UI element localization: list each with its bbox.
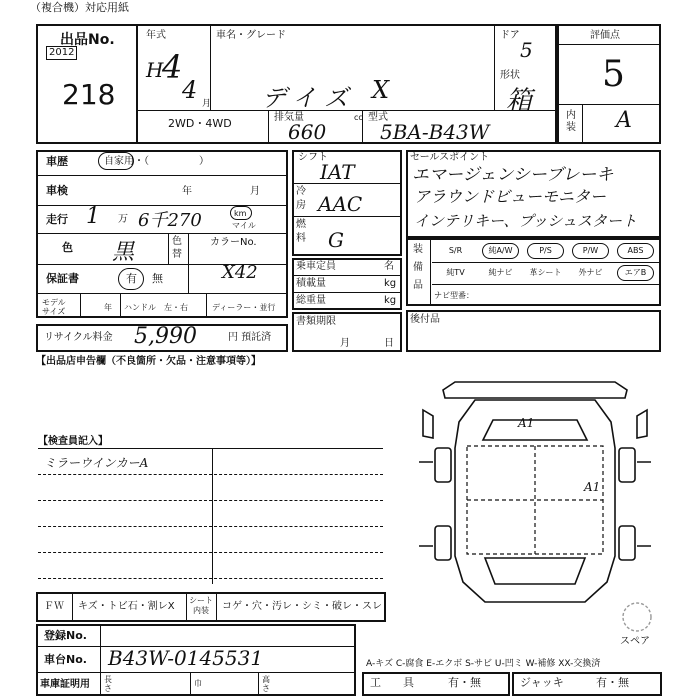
inspection-month: 月	[250, 186, 260, 197]
after-parts-label: 後付品	[410, 314, 440, 325]
model-change-label-1: モデル	[42, 298, 66, 307]
spare-label: スペア	[620, 636, 650, 647]
lot-label: 出品No.	[60, 32, 115, 48]
equipment-label-2: 備	[413, 262, 423, 273]
evaluation-label: 評価点	[590, 30, 620, 41]
jack-label: ジャッキ	[520, 676, 564, 689]
year-era: H	[146, 58, 164, 82]
equipment-item: 革シート	[529, 268, 562, 277]
fuel-label-1: 燃	[296, 219, 306, 230]
damage-legend: A-キズ C-腐食 E-エクボ S-サビ U-凹ミ W-補修 XX-交換済	[366, 659, 601, 669]
doors-label: ドア	[500, 30, 520, 41]
inspection-label: 車検	[46, 184, 68, 197]
warranty-no: 無	[152, 272, 163, 285]
year-value: 4	[162, 48, 183, 86]
inspection-year: 年	[182, 186, 192, 197]
car-grade: X	[372, 76, 390, 104]
garage-length: 長さ	[104, 675, 112, 693]
equipment-item: ABS	[627, 246, 644, 255]
lot-number: 218	[62, 78, 116, 111]
equipment-item: 純ナビ	[488, 268, 513, 277]
equipment-item: 外ナビ	[578, 268, 603, 277]
garage-label: 車庫証明用	[40, 679, 90, 690]
interior-label: 内装	[566, 110, 576, 133]
mileage-rest: 6千270	[138, 210, 202, 231]
sales-line-1: エマージェンシーブレーキ	[412, 165, 614, 185]
lot-year-stamp: 2012	[46, 46, 77, 60]
equipment-item: S/R	[448, 246, 463, 255]
capacity-unit-2: kg	[384, 295, 397, 306]
interior-value: A	[616, 108, 632, 133]
navi-model-label: ナビ型番：	[434, 291, 474, 300]
inspector-note: ミラーウインカーA	[44, 456, 149, 470]
car-label: 車名・グレード	[216, 30, 286, 41]
notes-header: 【出品店申告欄（不良箇所・欠品・注意事項等）】	[36, 356, 261, 367]
chassis-value: B43W-0145531	[108, 646, 264, 670]
sales-line-2: アラウンドビューモニター	[414, 187, 607, 206]
color-kind-label-1: 色	[172, 236, 182, 247]
capacity-unit-1: kg	[384, 278, 397, 289]
mileage-man: 1	[86, 204, 100, 229]
fw-seat-label: シート 内装	[189, 596, 213, 615]
equipment-item: エアB	[624, 268, 647, 277]
expiry-label: 書類期限	[296, 316, 336, 327]
expiry-month: 月	[340, 338, 350, 349]
equipment-item: 純TV	[446, 268, 465, 277]
color-kind-label-2: 替	[172, 249, 182, 260]
equipment-label-1: 装	[413, 244, 423, 255]
color-no-label: カラーNo.	[210, 237, 257, 248]
model-change-dealer: ディーラー・並行	[212, 303, 276, 312]
after-parts-box	[406, 310, 661, 352]
fw-label: ＦＷ	[44, 601, 64, 612]
displacement-unit: cc	[354, 113, 363, 122]
equipment-label-3: 品	[413, 280, 423, 291]
color-label: 色	[62, 241, 73, 254]
year-label: 年式	[146, 30, 166, 41]
capacity-unit-0: 名	[384, 261, 394, 272]
chassis-label: 車台No.	[44, 653, 87, 666]
mileage-man-unit: 万	[118, 214, 128, 225]
equipment-check-circle	[572, 243, 609, 259]
equipment-check-circle	[527, 243, 564, 259]
shift-value: IAT	[320, 160, 355, 184]
history-options: 自家用・（ ）	[104, 156, 209, 167]
fw-text: キズ・トビ石・割レX	[78, 601, 175, 612]
diagram-mark-2: A1	[584, 480, 601, 494]
equipment-check-circle	[617, 265, 654, 281]
year-month: 4	[182, 76, 198, 104]
warranty-yes: 有	[126, 272, 137, 285]
fuel-value: G	[328, 228, 344, 252]
mileage-mile: マイル	[232, 221, 256, 230]
mileage-km: km	[234, 209, 247, 218]
sales-line-3: インテリキー、プッシュスタート	[414, 212, 638, 230]
expiry-day: 日	[384, 338, 394, 349]
displacement-label: 排気量	[274, 112, 304, 123]
mileage-label: 走行	[46, 213, 68, 226]
model-change-handle: ハンドル 左・右	[124, 303, 188, 312]
displacement-value: 660	[288, 120, 327, 144]
cooling-value: AAC	[318, 192, 363, 216]
capacity-label-1: 積載量	[296, 278, 326, 289]
fw-seat-text: コゲ・穴・汚レ・シミ・破レ・スレ	[222, 601, 382, 612]
recycle-label: リサイクル料金	[44, 332, 113, 343]
evaluation-value: 5	[602, 54, 625, 95]
capacity-label-2: 総重量	[296, 295, 326, 306]
equipment-check-circle	[617, 243, 654, 259]
color-no-value: X42	[222, 262, 258, 283]
diagram-mark-1: A1	[518, 416, 535, 430]
form-title: （複合機）対応用紙	[30, 1, 129, 14]
garage-width: 巾	[194, 679, 202, 688]
equipment-item: P/W	[582, 246, 599, 255]
model-value: 5BA-B43W	[380, 120, 490, 144]
registration-label: 登録No.	[44, 629, 87, 642]
year-month-unit: 月	[202, 99, 212, 109]
garage-height: 高さ	[262, 675, 270, 693]
history-circle	[98, 152, 134, 170]
warranty-label: 保証書	[46, 272, 79, 285]
warranty-yes-circle	[118, 268, 144, 290]
capacity-label-0: 乗車定員	[296, 261, 336, 272]
history-label: 車歴	[46, 155, 68, 168]
cooling-label-2: 房	[296, 200, 306, 211]
shape-label: 形状	[500, 70, 520, 81]
sales-label: セールスポイント	[410, 152, 490, 163]
model-change-label-2: サイズ	[42, 307, 66, 316]
cooling-label-1: 冷	[296, 186, 306, 197]
drive-text: 2WD・4WD	[168, 117, 232, 130]
recycle-unit: 円 預託済	[228, 332, 272, 343]
shape-value: 箱	[506, 86, 533, 116]
car-name: デイズ	[262, 84, 357, 112]
equipment-check-circle	[482, 243, 519, 259]
model-change-year: 年	[104, 303, 112, 312]
model-label: 型式	[368, 112, 388, 123]
spare-tire-icon	[620, 600, 654, 634]
equipment-item: 純A/W	[488, 246, 513, 255]
tools-label: 工 具	[370, 676, 414, 689]
doors-value: 5	[520, 38, 533, 62]
car-damage-diagram	[415, 376, 655, 616]
jack-value: 有・無	[596, 676, 629, 689]
color-value: 黒	[112, 240, 135, 265]
equipment-item: P/S	[539, 246, 552, 255]
inspector-header: 【検査員記入】	[38, 436, 108, 447]
recycle-value: 5,990	[134, 324, 197, 349]
tools-value: 有・無	[448, 676, 481, 689]
shift-label: シフト	[298, 152, 328, 163]
mileage-km-circle	[230, 206, 252, 220]
fuel-label-2: 料	[296, 233, 306, 244]
